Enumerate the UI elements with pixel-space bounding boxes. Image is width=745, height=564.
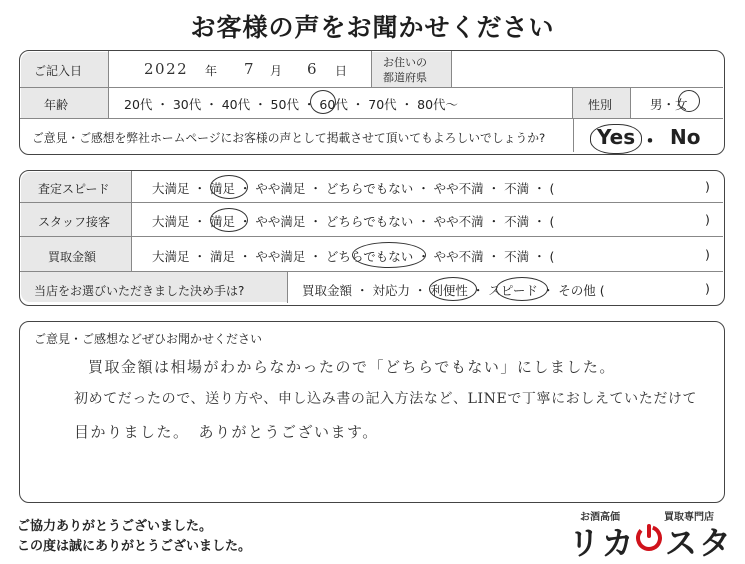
decision-selected-convenience [429,277,477,301]
age-options[interactable]: 20代 ・ 30代 ・ 40代 ・ 50代 ・ 60代 ・ 70代 ・ 80代〜 [124,97,459,112]
comment-line-3: 目かりました。 ありがとうございます。 [74,423,379,441]
address-label-line2: 都道府県 [383,71,427,84]
comments-box [19,321,725,503]
logo-name-right: スタ [665,524,734,562]
decision-close: ) [705,281,710,296]
decision-label: 当店をお選びいただきました決め手は? [34,284,245,298]
address-label-line1: お住いの [383,56,427,69]
rating-options-staff[interactable]: 大満足 ・ 満足 ・ やや満足 ・ どちらでもない ・ やや不満 ・ 不満 ・ ( [152,214,555,229]
logo-tag-right: 買取専門店 [664,512,714,523]
logo-power-icon [634,522,664,552]
date-month-unit: 月 [270,64,283,78]
date-day-unit: 日 [335,64,348,78]
rating-label-speed: 査定スピード [38,182,110,196]
decision-selected-speed [496,277,548,301]
logo-tag-left: お酒高価 [580,512,620,523]
gender-label: 性別 [588,98,613,112]
consent-no[interactable]: No [670,125,701,149]
rating-close-price: ) [705,247,710,262]
rating-label-price: 買取金額 [48,250,97,264]
consent-separator: ・ [640,129,660,153]
rating-close-staff: ) [705,212,710,227]
footer-thanks-1: ご協力ありがとうございました。 [17,519,213,534]
comment-line-1: 買取金額は相場がわからなかったので「どちらでもない」にしました。 [88,358,616,376]
rating-options-speed[interactable]: 大満足 ・ 満足 ・ やや満足 ・ どちらでもない ・ やや不満 ・ 不満 ・ ( [152,181,555,196]
date-year-unit: 年 [205,64,218,78]
consent-yes[interactable]: Yes [597,125,636,149]
gender-options[interactable]: 男・女 [650,97,688,112]
date-year-value: 2022 [144,60,189,78]
rating-selected-staff [210,208,248,232]
date-day-value: 6 [307,60,319,78]
consent-question: ご意見・ご感想を弊社ホームページにお客様の声として掲載させて頂いてもよろしいでしょうか? [32,131,546,145]
rating-label-staff: スタッフ接客 [38,215,111,229]
rating-close-speed: ) [705,179,710,194]
comment-line-2: 初めてだったので、送り方や、申し込み書の記入方法など、LINEで丁寧におしえていただけて [74,391,698,407]
date-month-value: 7 [244,60,256,78]
consent-yes-circle [590,124,642,154]
gender-selected-circle [678,90,700,112]
page-title: お客様の声をお聞かせください [190,13,555,42]
age-label: 年齢 [44,98,69,112]
rating-selected-price [352,242,426,268]
age-selected-circle [310,90,336,114]
comments-label: ご意見・ご感想などぜひお聞かせください [34,332,263,346]
logo-name-left: リカ [568,524,636,562]
rating-options-price[interactable]: 大満足 ・ 満足 ・ やや満足 ・ どちらでもない ・ やや不満 ・ 不満 ・ ( [152,249,555,264]
footer-thanks-2: この度は誠にありがとうございました。 [17,539,252,554]
date-label: ご記入日 [34,64,83,78]
decision-options[interactable]: 買取金額 ・ 対応力 ・ 利便性 ・ スピード ・ その他 ( [302,283,605,298]
rating-selected-speed [210,175,248,199]
